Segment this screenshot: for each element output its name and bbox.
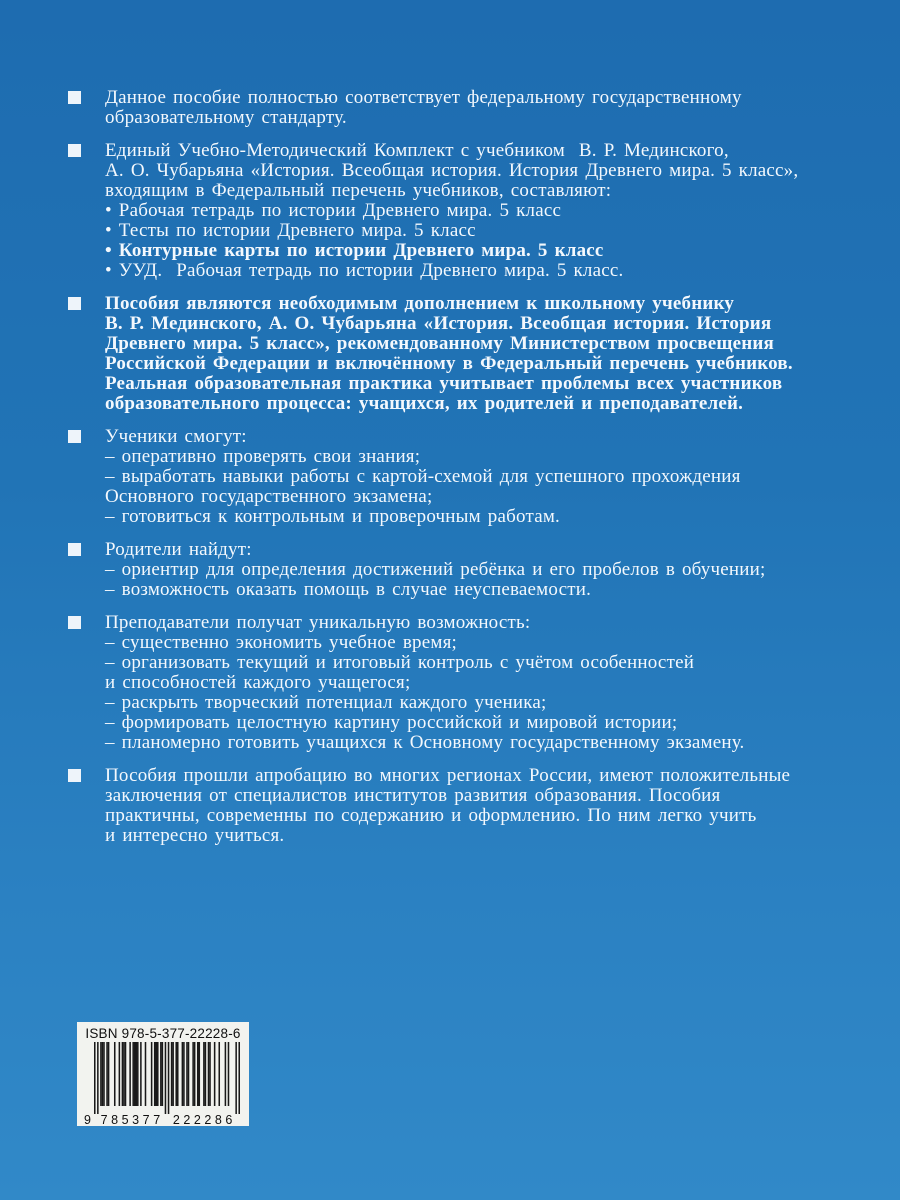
square-bullet-icon [68,543,81,556]
text-line: – планомерно готовить учащихся к Основному государственному экзамену. [105,732,745,753]
text-line: • Рабочая тетрадь по истории Древнего мира. 5 класс [105,200,562,221]
text-line: Пособия являются необходимым дополнением к школьному учебнику [105,293,735,314]
text-line: и способностей каждого учащегося; [105,672,411,693]
text-line: – раскрыть творческий потенциал каждого ученика; [105,692,547,713]
isbn-number: ISBN 978-5-377-22228-6 [85,1026,241,1041]
text-line: • Контурные карты по истории Древнего мира. 5 класс [105,240,604,261]
text-line: Ученики смогут: [105,426,247,447]
text-line: • УУД. Рабочая тетрадь по истории Древнего мира. 5 класс. [105,260,624,281]
ean13-barcode [83,1042,243,1126]
text-block-parents [105,540,850,600]
text-line: образовательному стандарту. [105,107,347,128]
square-bullet-icon [68,297,81,310]
text-block-students [105,427,850,527]
svg-text:9: 9 [84,1113,91,1126]
text-line: В. Р. Мединского, А. О. Чубарьяна «История. Всеобщая история. История [105,313,772,334]
square-bullet-icon [68,91,81,104]
text-line: Родители найдут: [105,539,252,560]
text-block-approbation [105,766,850,846]
text-line: Российской Федерации и включённому в Федеральный перечень учебников. [105,353,793,374]
text-block-standard-compliance [105,88,850,128]
square-bullet-icon [68,769,81,782]
isbn-barcode-box [77,1022,249,1126]
text-line: Пособия прошли апробацию во многих регионах России, имеют положительные [105,765,791,786]
block-lines [105,427,850,527]
svg-text:222286: 222286 [172,1113,233,1126]
block-lines [105,766,850,846]
text-line: – формировать целостную картину российской и мировой истории; [105,712,678,733]
square-bullet-icon [68,616,81,629]
text-line: Древнего мира. 5 класс», рекомендованному Министерством просвещения [105,333,775,354]
text-line: Данное пособие полностью соответствует федеральному государственному [105,87,742,108]
block-lines [105,88,850,128]
text-line: и интересно учиться. [105,825,285,846]
annotation-text [105,88,850,846]
svg-text:785377: 785377 [100,1113,161,1126]
text-line: – организовать текущий и итоговый контроль с учётом особенностей [105,652,695,673]
text-line: А. О. Чубарьяна «История. Всеобщая история. История Древнего мира. 5 класс», [105,160,799,181]
text-line: – существенно экономить учебное время; [105,632,458,653]
square-bullet-icon [68,430,81,443]
text-line: Реальная образовательная практика учитывает проблемы всех участников [105,373,783,394]
text-line: – оперативно проверять свои знания; [105,446,421,467]
text-line: – готовиться к контрольным и проверочным работам. [105,506,560,527]
text-line: • Тесты по истории Древнего мира. 5 класс [105,220,476,241]
text-line: – выработать навыки работы с картой-схемой для успешного прохождения [105,466,741,487]
block-lines [105,294,850,414]
text-line: заключения от специалистов институтов развития образования. Пособия [105,785,721,806]
block-lines [105,613,850,753]
text-block-umk-list [105,141,850,281]
text-block-teachers [105,613,850,753]
text-line: входящим в Федеральный перечень учебников, составляют: [105,180,612,201]
text-line: Единый Учебно-Методический Комплект с учебником В. Р. Мединского, [105,140,729,161]
text-line: – ориентир для определения достижений ребёнка и его пробелов в обучении; [105,559,766,580]
block-lines [105,141,850,281]
text-line: Преподаватели получат уникальную возможность: [105,612,531,633]
block-lines [105,540,850,600]
text-line: Основного государственного экзамена; [105,486,433,507]
text-line: образовательного процесса: учащихся, их родителей и преподавателей. [105,393,744,414]
text-block-supplement [105,294,850,414]
text-line: – возможность оказать помощь в случае неуспеваемости. [105,579,592,600]
square-bullet-icon [68,144,81,157]
text-line: практичны, современны по содержанию и оформлению. По ним легко учить [105,805,757,826]
